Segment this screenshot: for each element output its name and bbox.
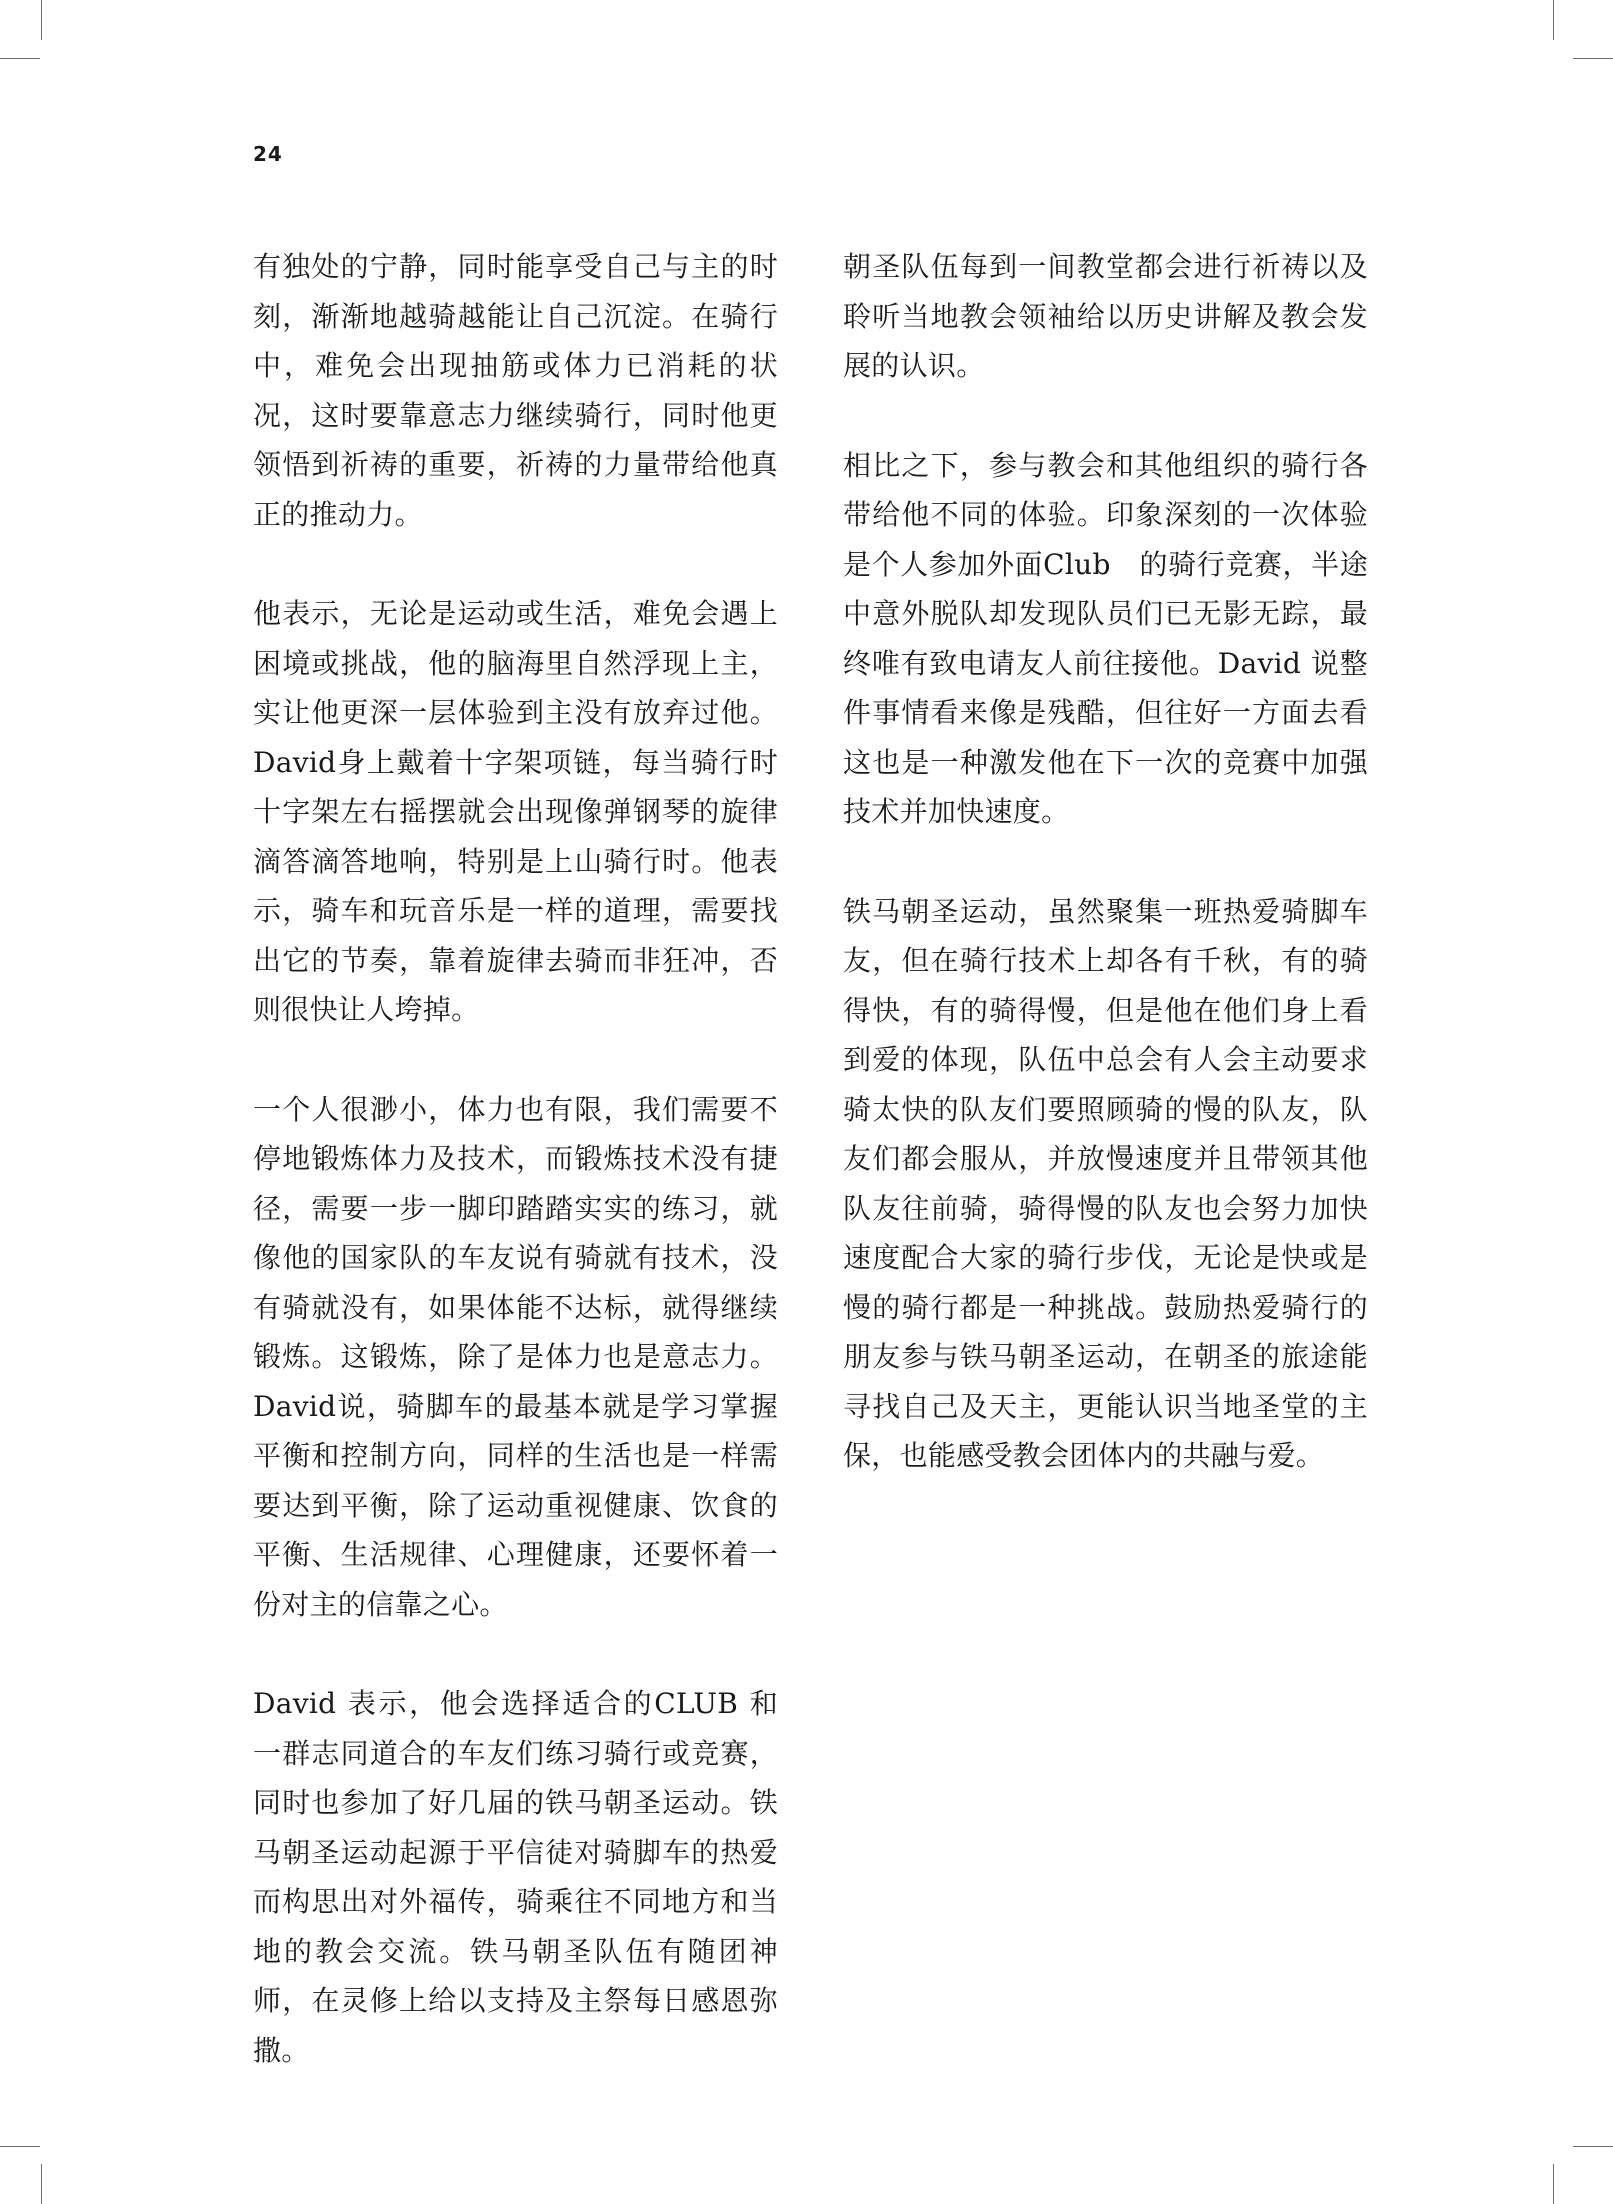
paragraph: 朝圣队伍每到一间教堂都会进行祈祷以及聆听当地教会领袖给以历史讲解及教会发展的认识。 xyxy=(843,250,1368,382)
crop-mark-top-left-vertical xyxy=(41,0,42,40)
paragraph: 他表示，无论是运动或生活，难免会遇上困境或挑战，他的脑海里自然浮现上主，实让他更深一层体验到主没有放弃过他。David身上戴着十字架项链，每当骑行时十字架左右摇摆就会出现像弹钢琴的旋律滴答滴答地响，特别是上山骑行时。他表示，骑车和玩音乐是一样的道理，需要找出它的节奏，靠着旋律去骑而非狂冲，否则很快让人垮掉。 xyxy=(253,597,778,1026)
crop-mark-bottom-right-vertical xyxy=(1553,2164,1554,2204)
paragraph: 铁马朝圣运动，虽然聚集一班热爱骑脚车友，但在骑行技术上却各有千秋，有的骑得快，有的骑得慢，但是他在他们身上看到爱的体现，队伍中总会有人会主动要求骑太快的队友们要照顾骑的慢的队友，队友们都会服从，并放慢速度并且带领其他队友往前骑，骑得慢的队友也会努力加快速度配合大家的骑行步伐，无论是快或是慢的骑行都是一种挑战。鼓励热爱骑行的朋友参与铁马朝圣运动，在朝圣的旅途能寻找自己及天主，更能认识当地圣堂的主保，也能感受教会团体内的共融与爱。 xyxy=(843,894,1368,1472)
right-column xyxy=(843,242,1368,1531)
left-column xyxy=(253,242,778,2125)
crop-mark-bottom-left-vertical xyxy=(41,2164,42,2204)
crop-mark-bottom-right-horizontal xyxy=(1573,2146,1613,2147)
crop-mark-top-right-vertical xyxy=(1553,0,1554,40)
paragraph: 一个人很渺小，体力也有限，我们需要不停地锻炼体力及技术，而锻炼技术没有捷径，需要一步一脚印踏踏实实的练习，就像他的国家队的车友说有骑就有技术，没有骑就没有，如果体能不达标，就得继续锻炼。这锻炼，除了是体力也是意志力。David说，骑脚车的最基本就是学习掌握平衡和控制方向，同样的生活也是一样需要达到平衡，除了运动重视健康、饮食的平衡、生活规律、心理健康，还要怀着一份对主的信靠之心。 xyxy=(253,1092,778,1621)
page-number: 24 xyxy=(253,142,283,166)
crop-mark-top-right-horizontal xyxy=(1573,58,1613,59)
paragraph: 相比之下，参与教会和其他组织的骑行各带给他不同的体验。印象深刻的一次体验是个人参加外面Club 的骑行竞赛，半途中意外脱队却发现队员们已无影无踪，最终唯有致电请友人前往接他。David 说整件事情看来像是残酷，但往好一方面去看这也是一种激发他在下一次的竞赛中加强技术并加快速度。 xyxy=(843,448,1368,828)
crop-mark-bottom-left-horizontal xyxy=(0,2146,40,2147)
paragraph: David 表示，他会选择适合的CLUB 和一群志同道合的车友们练习骑行或竞赛，同时也参加了好几届的铁马朝圣运动。铁马朝圣运动起源于平信徒对骑脚车的热爱而构思出对外福传，骑乘往不同地方和当地的教会交流。铁马朝圣队伍有随团神师，在灵修上给以支持及主祭每日感恩弥撒。 xyxy=(253,1687,778,2067)
paragraph: 有独处的宁静，同时能享受自己与主的时刻，渐渐地越骑越能让自己沉淀。在骑行中，难免会出现抽筋或体力已消耗的状况，这时要靠意志力继续骑行，同时他更领悟到祈祷的重要，祈祷的力量带给他真正的推动力。 xyxy=(253,250,778,531)
crop-mark-top-left-horizontal xyxy=(0,58,40,59)
